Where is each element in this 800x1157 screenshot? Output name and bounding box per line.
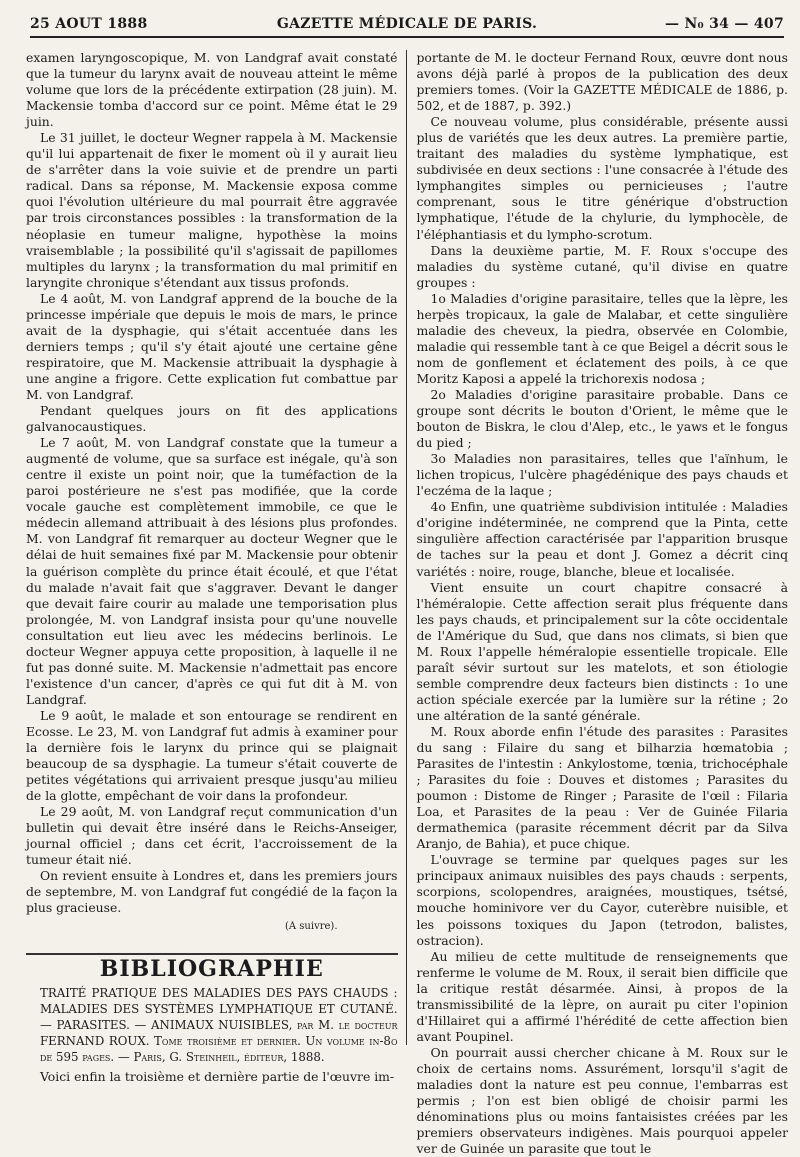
paragraph: examen laryngoscopique, M. von Landgraf avait constaté que la tumeur du larynx avait de nouveau atteint le même volume que lors de la précédente extirpation (28 juin). M. Mackensie tomba d'accord sur ce point. Même état le 29 juin.: [26, 50, 398, 130]
paragraph: 2o Maladies d'origine parasitaire probable. Dans ce groupe sont décrits le bouton d'Orient, le même que le bouton de Biskra, le clou d'Alep, etc., le yaws et le fongus du pied ;: [416, 386, 788, 451]
paragraph: Le 29 août, M. von Landgraf reçut communication d'un bulletin qui devait être inséré dans le Reichs-Anseiger, journal officiel ; dans cet écrit, l'accroissement de la tumeur était nié.: [26, 804, 398, 868]
paragraph: M. Roux aborde enfin l'étude des parasites : Parasites du sang : Filaire du sang et bilharzia hœmatobia ; Parasites de l'intestin : Ankylostome, tœnia, trichocéphale ; Parasites du foie : Douves et distomes ; Parasites du poumon : Distome de Ringer ; Parasite de l'œil : Filaria Loa, et Parasites de la peau : Ver de Guinée Filaria dermathemica (parasite récemment décrit par da Silva Aranjo, de Bahia), et puce chique.: [416, 723, 788, 852]
paragraph: On pourrait aussi chercher chicane à M. Roux sur le choix de certains noms. Assurément, lorsqu'il s'agit de maladies dont la nature est peu connue, l'embarras est permis ; l'on est bien obligé de choisir parmi les dénominations plus ou moins fantaisistes créées par les premiers observateurs indigènes. Mais pourquoi appeler ver de Guinée un parasite que tout le: [416, 1044, 788, 1157]
text-columns: [26, 50, 788, 1157]
paragraph: Voici enfin la troisième et dernière partie de l'œuvre im-: [40, 1068, 395, 1084]
paragraph: Le 9 août, le malade et son entourage se rendirent en Ecosse. Le 23, M. von Landgraf fut admis à examiner pour la dernière fois le larynx du prince qui se plaignait beaucoup de sa dysphagie. La tumeur s'était couverte de petites végétations qui arrivaient presque jusqu'au milieu de la glotte, empêchant de voir dans la profondeur.: [26, 707, 398, 804]
paragraph: Vient ensuite un court chapitre consacré à l'héméralopie. Cette affection serait plus fréquente dans les pays chauds, et principalement sur la côte occidentale de l'Amérique du Sud, que dans nos climats, si bien que M. Roux l'appelle héméralopie essentielle tropicale. Elle paraît sévir surtout sur les matelots, et son étiologie semble comprendre deux facteurs bien distincts : 1o une action spéciale exercée par la lumière sur la rétine ; 2o une altération de la santé générale.: [416, 579, 788, 723]
section-heading-bibliographie: BIBLIOGRAPHIE: [99, 955, 324, 982]
right-column: [407, 50, 789, 1157]
journal-title: GAZETTE MÉDICALE DE PARIS.: [276, 16, 538, 32]
paragraph: L'ouvrage se termine par quelques pages sur les principaux animaux nuisibles des pays chauds : serpents, scorpions, scolopendres, araignées, moustiques, tsétsé, mouche hominivore ver du Cayor, cuterèbre nuisible, et les poissons toxiques du Japon (tetrodon, balistes, ostracion).: [416, 852, 788, 948]
paragraph: Pendant quelques jours on fit des applications galvanocaustiques.: [26, 403, 398, 435]
paragraph: 1o Maladies d'origine parasitaire, telles que la lèpre, les herpès tropicaux, la gale de Malabar, et cette singulière maladie des cheveux, la piedra, observée en Colombie, maladie qui ressemble tant à ce que Beigel a décrit sous le nom de gonflement et éclatement des poils, à ce que Moritz Kaposi a appelé la trichorexis nodosa ;: [416, 290, 788, 386]
page-number: — N₀ 34 — 407: [664, 16, 784, 32]
section-divider: [26, 953, 398, 955]
left-column: [26, 50, 406, 1084]
paragraph: 4o Enfin, une quatrième subdivision intitulée : Maladies d'origine indéterminée, ne comprend que la Pinta, cette singulière affection caractérisée par l'apparition brusque de taches sur la peau et dont J. Gomez a décrit cinq variétés : noire, rouge, blanche, bleue et localisée.: [416, 499, 788, 579]
paragraph: Au milieu de cette multitude de renseignements que renferme le volume de M. Roux, il serait bien difficile que la critique restât désarmée. Ainsi, à propos de la transmissibilité de la lèpre, on aurait pu citer l'opinion d'Hillairet qui a affirmé l'hérédité de cette affection bien avant Poupinel.: [416, 948, 788, 1044]
paragraph: Le 31 juillet, le docteur Wegner rappela à M. Mackensie qu'il lui appartenait de fixer le moment où il y aurait lieu de s'arrêter dans la voie suivie et de prendre un parti radical. Dans sa réponse, M. Mackensie exposa comme quoi l'évolution ultérieure du mal pourrait être aggravée par trois circonstances possibles : la transformation de la néoplasie en tumeur maligne, hypothèse la moins vraisemblable ; la possibilité qu'il s'agissait de papillomes multiples du larynx ; la transformation du mal primitif en laryngite chronique s'étendant aux tissus profonds.: [26, 130, 398, 290]
paragraph: Ce nouveau volume, plus considérable, présente aussi plus de variétés que les deux autres. La première partie, traitant des maladies du système lymphatique, est subdivisée en deux sections : l'une consacrée à l'étude des lymphangites simples ou pernicieuses ; l'autre comprenant, sous le titre générique d'obstruction lymphatique, l'étude de la chylurie, du lymphocèle, de l'éléphantiasis et du lympho-scrotum.: [416, 114, 788, 242]
to-be-continued: (A suivre).: [285, 920, 338, 932]
running-head: [30, 14, 784, 38]
paragraph: Dans la deuxième partie, M. F. Roux s'occupe des maladies du système cutané, qu'il divise en quatre groupes :: [416, 242, 788, 290]
paragraph: Le 4 août, M. von Landgraf apprend de la bouche de la princesse impériale que depuis le mois de mars, le prince avait de la dysphagie, qui s'était accentuée dans les derniers temps ; qu'il s'y était ajouté une certaine gêne respiratoire, que M. Mackensie attribuait la dysphagie à une angine a frigore. Cette explication fut combattue par M. von Landgraf.: [26, 290, 398, 402]
paragraph: portante de M. le docteur Fernand Roux, œuvre dont nous avons déjà parlé à propos de la publication des deux premiers tomes. (Voir la GAZETTE MÉDICALE de 1886, p. 502, et de 1887, p. 392.): [416, 50, 788, 114]
paragraph: 3o Maladies non parasitaires, telles que l'aïnhum, le lichen tropicus, l'ulcère phagédénique des pays chauds et l'eczéma de la laque ;: [416, 451, 788, 499]
paragraph: On revient ensuite à Londres et, dans les premiers jours de septembre, M. von Landgraf fut congédié de la façon la plus gracieuse.: [26, 868, 398, 916]
bibliographic-reference: TRAITÉ PRATIQUE DES MALADIES DES PAYS CHAUDS : MALADIES DES SYSTÈMES LYMPHATIQUE ET CUTANÉ. — PARASITES. — ANIMAUX NUISIBLES, par M. le docteur FERNAND ROUX. Tome troisième et dernier. Un volume in-8o de 595 pages. — Paris, G. Steinheil, éditeur, 1888.: [40, 985, 398, 1064]
issue-date: 25 AOUT 1888: [30, 16, 148, 32]
paragraph: Le 7 août, M. von Landgraf constate que la tumeur a augmenté de volume, que sa surface est inégale, qu'à son centre il existe un point noir, que la tuméfaction de la paroi postérieure ne s'est pas modifiée, que la corde vocale gauche est complètement immobile, ce que le médecin allemand attribuait à des lésions plus profondes. M. von Landgraf fit remarquer au docteur Wegner que le délai de huit semaines fixé par M. Mackensie pour obtenir la guérison complète du prince était écoulé, et que l'état du malade n'avait fait que s'aggraver. Devant le danger que devait faire courir au malade une temporisation plus prolongée, M. von Landgraf insista pour qu'une nouvelle consultation eut lieu avec les médecins berlinois. Le docteur Wegner appuya cette proposition, à laquelle il ne fut pas donné suite. M. Mackensie n'admettait pas encore l'existence d'un cancer, d'après ce qui fut dit à M. von Landgraf.: [26, 435, 398, 707]
